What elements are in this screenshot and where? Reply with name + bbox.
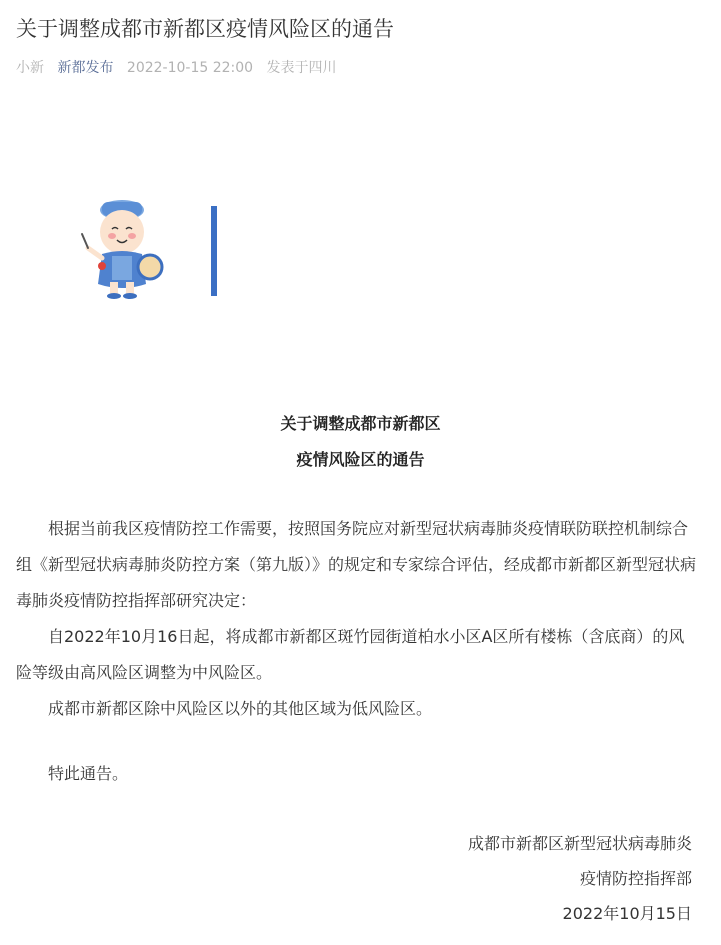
article-meta — [16, 58, 346, 78]
notice-paragraph-1: 根据当前我区疫情防控工作需要，按照国务院应对新型冠状病毒肺炎疫情联防联控机制综合组《新型冠状病毒肺炎防控方案（第九版）》的规定和专家综合评估，经成都市新都区新型冠状病毒肺炎疫情防控指挥部研究决定： — [16, 519, 697, 610]
mascot-illustration-icon — [72, 192, 172, 302]
notice-paragraph-3: 成都市新都区除中风险区以外的其他区域为低风险区。 — [48, 699, 433, 718]
publish-location: 发表于四川 — [266, 60, 337, 76]
notice-closing: 特此通告。 — [48, 764, 129, 783]
author-name: 小新 — [16, 60, 44, 76]
account-link[interactable]: 新都发布 — [57, 60, 114, 76]
signature-line-2: 疫情防控指挥部 — [579, 869, 692, 888]
signature-date: 2022年10月15日 — [562, 904, 692, 923]
notice-body — [16, 511, 696, 727]
signature-line-1: 成都市新都区新型冠状病毒肺炎 — [467, 834, 692, 853]
accent-divider — [211, 206, 217, 296]
notice-heading-line1: 关于调整成都市新都区 — [280, 414, 441, 433]
notice-paragraph-2: 自2022年10月16日起，将成都市新都区斑竹园街道柏水小区A区所有楼栋（含底商）的风险等级由高风险区调整为中风险区。 — [16, 627, 685, 682]
publish-datetime: 2022-10-15 22:00 — [126, 60, 254, 76]
notice-heading-line2: 疫情风险区的通告 — [296, 450, 425, 469]
article-title: 关于调整成都市新都区疫情风险区的通告 — [16, 17, 394, 41]
